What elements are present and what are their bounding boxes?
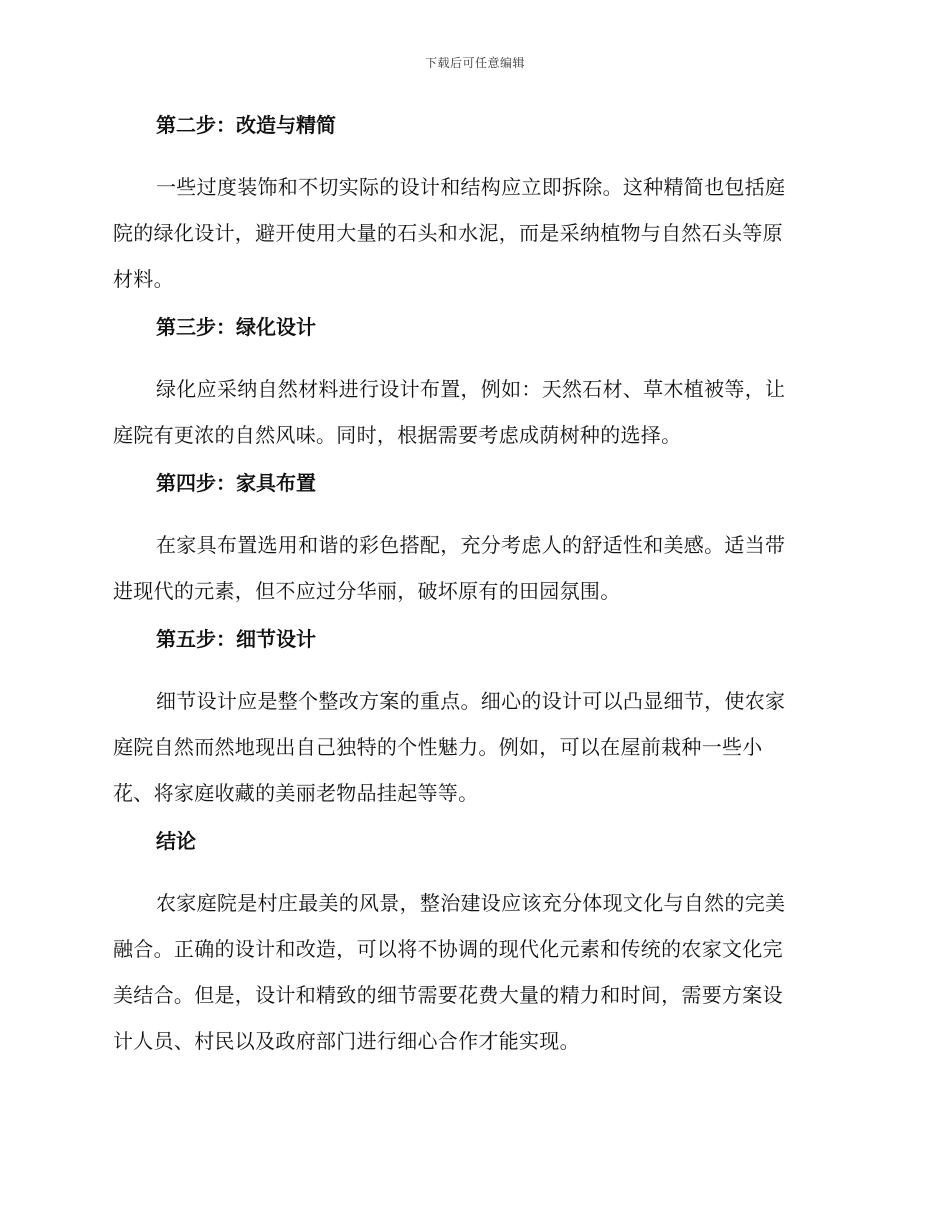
section-paragraph bbox=[113, 164, 835, 302]
document-body bbox=[113, 110, 835, 1074]
paragraph-line: 材料。 bbox=[113, 267, 174, 291]
paragraph-line: 在家具布置选用和谐的彩色搭配，充分考虑人的舒适性和美感。适当带 bbox=[156, 533, 786, 557]
paragraph-line: 农家庭院是村庄最美的风景，整治建设应该充分体现文化与自然的完美 bbox=[156, 891, 786, 915]
section-step-two bbox=[113, 110, 835, 302]
paragraph-line: 进现代的元素，但不应过分华丽，破坏原有的田园氛围。 bbox=[113, 579, 621, 603]
section-step-five bbox=[113, 624, 835, 816]
paragraph-line: 计人员、村民以及政府部门进行细心合作才能实现。 bbox=[113, 1029, 580, 1053]
section-step-four bbox=[113, 468, 835, 614]
section-paragraph bbox=[113, 366, 835, 458]
paragraph-line: 细节设计应是整个整改方案的重点。细心的设计可以凸显细节，使农家 bbox=[156, 689, 786, 713]
paragraph-line: 院的绿化设计，避开使用大量的石头和水泥，而是采纳植物与自然石头等原 bbox=[113, 221, 783, 245]
section-heading: 第二步：改造与精简 bbox=[156, 113, 336, 137]
header-note: 下载后可任意编辑 bbox=[424, 56, 525, 70]
paragraph-line: 美结合。但是，设计和精致的细节需要花费大量的精力和时间，需要方案设 bbox=[113, 983, 783, 1007]
section-paragraph bbox=[113, 880, 835, 1064]
section-heading: 第五步：细节设计 bbox=[156, 627, 316, 651]
paragraph-line: 庭院有更浓的自然风味。同时，根据需要考虑成荫树种的选择。 bbox=[113, 423, 682, 447]
section-heading: 结论 bbox=[156, 829, 196, 853]
section-paragraph bbox=[113, 522, 835, 614]
paragraph-line: 绿化应采纳自然材料进行设计布置，例如：天然石材、草木植被等，让 bbox=[156, 377, 786, 401]
paragraph-line: 花、将家庭收藏的美丽老物品挂起等等。 bbox=[113, 781, 479, 805]
section-heading: 第三步：绿化设计 bbox=[156, 315, 316, 339]
section-conclusion bbox=[113, 826, 835, 1064]
section-heading: 第四步：家具布置 bbox=[156, 471, 316, 495]
paragraph-line: 庭院自然而然地现出自己独特的个性魅力。例如，可以在屋前栽种一些小 bbox=[113, 735, 763, 759]
paragraph-line: 融合。正确的设计和改造，可以将不协调的现代化元素和传统的农家文化完 bbox=[113, 937, 783, 961]
paragraph-line: 一些过度装饰和不切实际的设计和结构应立即拆除。这种精简也包括庭 bbox=[156, 175, 786, 199]
section-step-three bbox=[113, 312, 835, 458]
section-paragraph bbox=[113, 678, 835, 816]
